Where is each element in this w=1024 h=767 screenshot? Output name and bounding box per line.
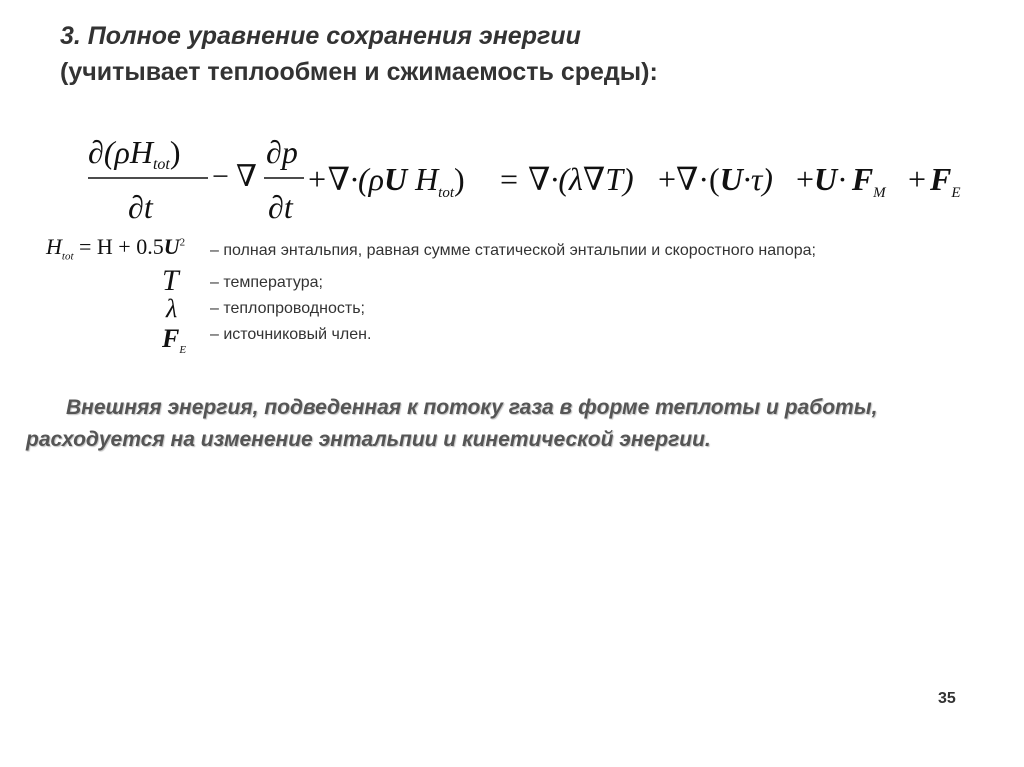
energy-equation — [0, 118, 1024, 228]
def-text-t: – температура; — [210, 274, 323, 291]
minus-sign: − — [212, 160, 229, 193]
def-text-htot: – полная энтальпия, равная сумме статической энтальпии и скоростного напора; — [210, 242, 816, 259]
page-number: 35 — [938, 690, 956, 707]
nabla-1: ∇ — [236, 160, 257, 193]
def-text-fe: – источниковый член. — [210, 326, 372, 343]
lhs2-denominator: ∂t — [268, 189, 293, 225]
lhs1-numerator: ∂(ρHtot) — [88, 134, 181, 173]
slide-title — [60, 18, 960, 90]
equation-svg — [0, 118, 1024, 228]
definitions-list — [0, 228, 1024, 368]
note-line-2: расходуется на изменение энтальпии и кинетической энергии. — [26, 428, 711, 451]
lhs2-numerator: ∂p — [266, 134, 298, 170]
term-3: +∇·(ρU $H_{tot}$) — [306, 161, 465, 201]
note-line-1: Внешняя энергия, подведенная к потоку газа в форме теплоты и работы, — [66, 396, 878, 419]
term-5: +∇·(U·τ) — [658, 161, 773, 197]
term-4: ∇·(λ∇T) — [528, 161, 634, 197]
term-6: $+U\cdot F_M$ — [796, 161, 886, 201]
def-symbol-t: T — [162, 264, 179, 297]
def-text-lambda: – теплопроводность; — [210, 300, 365, 317]
def-symbol-fe: $F_E$ — [162, 324, 187, 357]
def-symbol-htot: $H_{tot} = H + 0.5U^2$ — [46, 234, 186, 263]
title-line-2: (учитывает теплообмен и сжимаемость среды): — [60, 58, 658, 86]
lhs1-denominator: ∂t — [128, 189, 153, 225]
def-symbol-lambda: λ — [166, 294, 178, 323]
term-7: + $F_E$ — [908, 161, 961, 201]
title-line-1: 3. Полное уравнение сохранения энергии — [60, 22, 581, 50]
equals-sign: = — [500, 161, 519, 197]
energy-note — [26, 392, 1016, 456]
